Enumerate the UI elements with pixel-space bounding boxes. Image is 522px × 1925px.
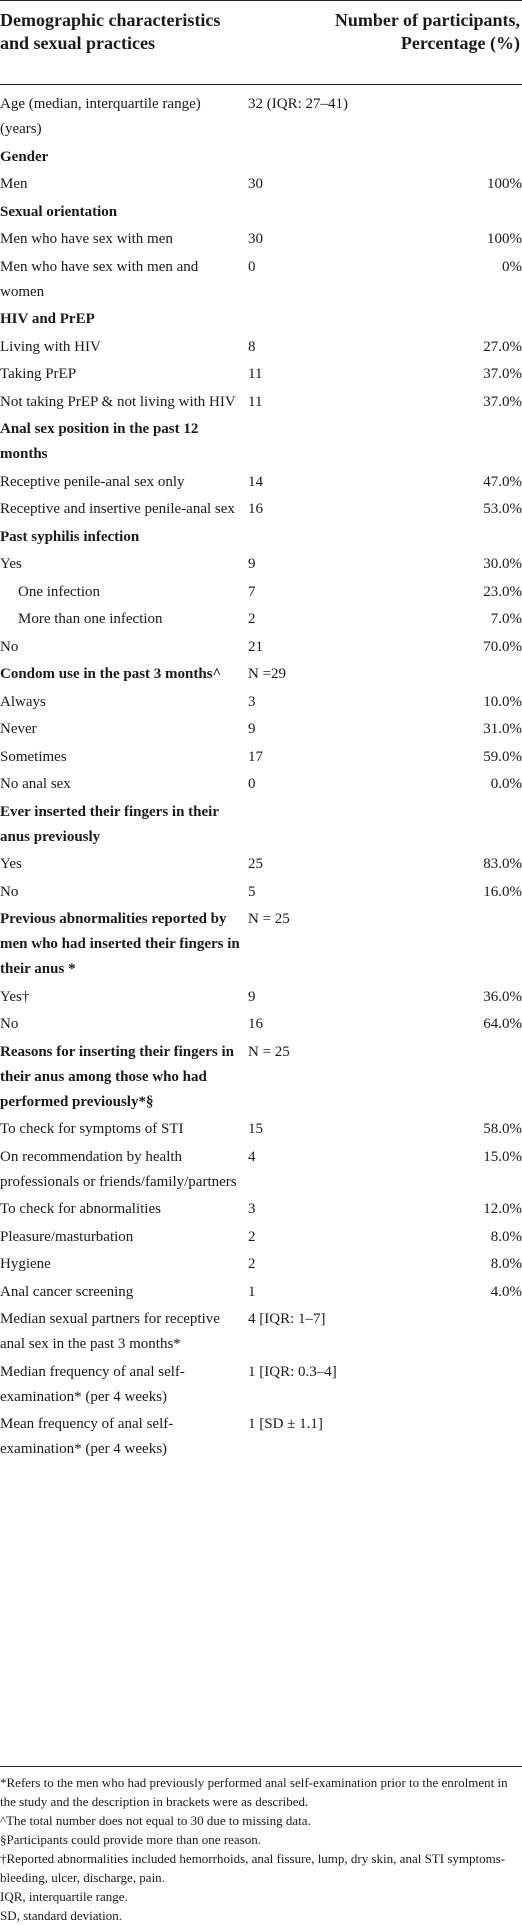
- table-row: [0, 1117, 522, 1145]
- row-label: Always: [0, 693, 46, 710]
- row-label: Men who have sex with men: [0, 231, 173, 247]
- percent-cell: [408, 1412, 522, 1465]
- table-row: [0, 92, 522, 145]
- count-cell: 0: [248, 776, 256, 792]
- row-label: No: [0, 638, 19, 655]
- row-label: HIV and PrEP: [0, 311, 95, 327]
- section-header-row: [0, 200, 522, 228]
- count-cell: 3: [248, 1201, 256, 1217]
- count-cell: 17: [248, 748, 263, 765]
- table-row: [0, 1412, 522, 1465]
- table-row: [0, 335, 522, 363]
- percent-cell: [408, 525, 522, 553]
- footnote: §Participants could provide more than one reason.: [0, 1832, 262, 1847]
- percent-cell: 53.0%: [483, 501, 522, 517]
- count-cell: 2: [248, 1256, 256, 1272]
- row-label: Not taking PrEP & not living with HIV: [0, 393, 236, 410]
- percent-cell: 100%: [487, 231, 522, 247]
- row-label: Median frequency of anal self-examination* (per 4 weeks): [0, 1363, 185, 1405]
- row-label: Anal cancer screening: [0, 1283, 134, 1300]
- percent-cell: 16.0%: [483, 883, 522, 900]
- percent-cell: 0%: [502, 258, 522, 275]
- percent-cell: 30.0%: [483, 556, 522, 572]
- count-cell: 30: [248, 231, 263, 247]
- percent-cell: 12.0%: [483, 1201, 522, 1217]
- row-label: Ever inserted their fingers in their anus previously: [0, 803, 219, 845]
- table-row: [0, 255, 522, 308]
- row-label: Condom use in the past 3 months^: [0, 666, 222, 682]
- table-row: [0, 852, 522, 880]
- row-label: Living with HIV: [0, 338, 101, 355]
- percent-cell: 0.0%: [490, 776, 522, 792]
- section-header-row: [0, 1040, 522, 1118]
- percent-cell: [408, 417, 522, 470]
- percent-cell: [408, 1360, 522, 1413]
- row-label: Men who have sex with men and women: [0, 258, 199, 300]
- percent-cell: 15.0%: [483, 1148, 522, 1165]
- section-header-row: [0, 145, 522, 173]
- count-cell: 4: [248, 1148, 256, 1165]
- percent-cell: 47.0%: [483, 473, 522, 490]
- section-header-row: [0, 662, 522, 690]
- bottom-rule: [0, 1766, 522, 1767]
- row-label: Median sexual partners for receptive anal sex in the past 3 months*: [0, 1311, 220, 1352]
- count-cell: 1 [SD ± 1.1]: [248, 1416, 323, 1432]
- row-label: Yes: [0, 556, 22, 572]
- count-cell: N = 25: [248, 911, 290, 927]
- footnote: ^The total number does not equal to 30 due to missing data.: [0, 1813, 311, 1828]
- table-row: [0, 552, 522, 580]
- count-cell: N =29: [248, 666, 287, 682]
- count-cell: [248, 525, 408, 553]
- count-cell: 4 [IQR: 1–7]: [248, 1311, 326, 1327]
- row-label: Past syphilis infection: [0, 528, 140, 545]
- percent-cell: 70.0%: [483, 638, 522, 655]
- count-cell: 30: [248, 176, 263, 192]
- row-label: Mean frequency of anal self-examination* (per 4 weeks): [0, 1416, 174, 1457]
- percent-cell: 27.0%: [483, 338, 522, 355]
- count-cell: 15: [248, 1121, 263, 1137]
- row-label: To check for abnormalities: [0, 1201, 161, 1217]
- section-header-row: [0, 307, 522, 335]
- count-cell: 11: [248, 393, 263, 410]
- row-label: Men: [0, 176, 28, 192]
- percent-cell: 58.0%: [483, 1121, 522, 1137]
- count-cell: 21: [248, 638, 263, 655]
- row-label: Yes†: [0, 988, 30, 1005]
- count-cell: [248, 200, 408, 228]
- table-row: [0, 172, 522, 200]
- count-cell: [248, 417, 408, 470]
- percent-cell: 7.0%: [490, 611, 522, 627]
- count-cell: 9: [248, 988, 256, 1005]
- data-table: [0, 92, 522, 1465]
- table-row: [0, 1197, 522, 1225]
- table-row: [0, 1145, 522, 1198]
- row-label: Yes: [0, 856, 22, 872]
- top-rule: [0, 0, 522, 1]
- percent-cell: 31.0%: [483, 721, 522, 737]
- count-cell: 2: [248, 611, 256, 627]
- count-cell: 7: [248, 583, 256, 600]
- percent-cell: [408, 200, 522, 228]
- row-label: Pleasure/masturbation: [0, 1228, 134, 1245]
- percent-cell: 100%: [487, 176, 522, 192]
- count-cell: [248, 145, 408, 173]
- footnote: IQR, interquartile range.: [0, 1889, 128, 1904]
- row-label: No anal sex: [0, 776, 71, 792]
- count-cell: 16: [248, 501, 263, 517]
- table-row: [0, 1225, 522, 1253]
- table-row: [0, 772, 522, 800]
- table-row: [0, 717, 522, 745]
- count-cell: 3: [248, 693, 256, 710]
- table-row: [0, 390, 522, 418]
- count-cell: [248, 307, 408, 335]
- table-row: [0, 985, 522, 1013]
- row-label: Sometimes: [0, 748, 67, 765]
- table-row: [0, 607, 522, 635]
- percent-cell: 37.0%: [483, 366, 522, 382]
- count-cell: 11: [248, 366, 263, 382]
- count-cell: 9: [248, 721, 256, 737]
- table-row: [0, 227, 522, 255]
- row-label: More than one infection: [18, 611, 163, 627]
- column-header-characteristics: Demographic characteristics and sexual practices: [0, 10, 221, 53]
- row-label: On recommendation by health professionals or friends/family/partners: [0, 1148, 237, 1190]
- row-label: To check for symptoms of STI: [0, 1121, 184, 1137]
- table-row: [0, 470, 522, 498]
- table-row: [0, 1360, 522, 1413]
- section-header-row: [0, 417, 522, 470]
- section-header-row: [0, 525, 522, 553]
- percent-cell: [408, 145, 522, 173]
- percent-cell: 36.0%: [483, 988, 522, 1005]
- row-label: No: [0, 883, 19, 900]
- percent-cell: 10.0%: [483, 693, 522, 710]
- row-label: Age (median, interquartile range) (years): [0, 96, 201, 137]
- row-label: Never: [0, 721, 37, 737]
- count-cell: 0: [248, 258, 256, 275]
- count-cell: [248, 800, 408, 853]
- percent-cell: 8.0%: [490, 1256, 522, 1272]
- table-row: [0, 497, 522, 525]
- footnote: *Refers to the men who had previously performed anal self-examination prior to the enrolment in the study and the description in brackets were as described.: [0, 1775, 508, 1809]
- percent-cell: [408, 307, 522, 335]
- table-row: [0, 690, 522, 718]
- percent-cell: 23.0%: [483, 583, 522, 600]
- row-label: Hygiene: [0, 1256, 51, 1272]
- table-row: [0, 1280, 522, 1308]
- row-label: Anal sex position in the past 12 months: [0, 421, 199, 462]
- row-label: Previous abnormalities reported by men who had inserted their fingers in their anus *: [0, 911, 240, 977]
- table-row: [0, 1307, 522, 1360]
- percent-cell: 8.0%: [490, 1228, 522, 1245]
- footnote: †Reported abnormalities included hemorrhoids, anal fissure, lump, dry skin, anal STI symptoms- bleeding, ulcer, discharge, pain.: [0, 1851, 506, 1885]
- row-label: Taking PrEP: [0, 366, 77, 382]
- table-row: [0, 362, 522, 390]
- percent-cell: 59.0%: [483, 748, 522, 765]
- header-rule: [0, 84, 522, 85]
- count-cell: 16: [248, 1016, 263, 1032]
- percent-cell: 83.0%: [483, 856, 522, 872]
- count-cell: 9: [248, 556, 256, 572]
- footnote: SD, standard deviation.: [0, 1908, 123, 1923]
- percent-cell: 37.0%: [483, 393, 522, 410]
- table-row: [0, 880, 522, 908]
- row-label: Reasons for inserting their fingers in their anus among those who had performed previously*§: [0, 1043, 235, 1110]
- section-header-row: [0, 800, 522, 853]
- percent-cell: 4.0%: [490, 1283, 522, 1300]
- table-row: [0, 745, 522, 773]
- footnotes: [0, 1773, 520, 1925]
- percent-cell: [408, 800, 522, 853]
- count-cell: 2: [248, 1228, 256, 1245]
- count-cell: 1: [248, 1283, 256, 1300]
- count-cell: N = 25: [248, 1043, 290, 1060]
- count-cell: 25: [248, 856, 263, 872]
- row-label: One infection: [18, 583, 101, 600]
- percent-cell: [408, 1307, 522, 1360]
- row-label: No: [0, 1016, 19, 1032]
- count-cell: 8: [248, 338, 256, 355]
- row-label: Receptive penile-anal sex only: [0, 473, 185, 490]
- table-row: [0, 580, 522, 608]
- row-label: Sexual orientation: [0, 203, 118, 220]
- percent-cell: [408, 1040, 522, 1118]
- row-label: Gender: [0, 148, 49, 165]
- percent-cell: [408, 907, 522, 985]
- percent-cell: 64.0%: [483, 1016, 522, 1032]
- count-cell: 1 [IQR: 0.3–4]: [248, 1363, 337, 1380]
- count-cell: 14: [248, 473, 263, 490]
- row-label: Receptive and insertive penile-anal sex: [0, 501, 235, 517]
- column-header-participants: Number of participants, Percentage (%): [334, 10, 520, 53]
- table-row: [0, 1252, 522, 1280]
- count-cell: 32 (IQR: 27–41): [248, 96, 348, 112]
- percent-cell: [408, 662, 522, 690]
- table-row: [0, 635, 522, 663]
- percent-cell: [408, 92, 522, 145]
- table-row: [0, 1012, 522, 1040]
- section-header-row: [0, 907, 522, 985]
- count-cell: 5: [248, 883, 256, 900]
